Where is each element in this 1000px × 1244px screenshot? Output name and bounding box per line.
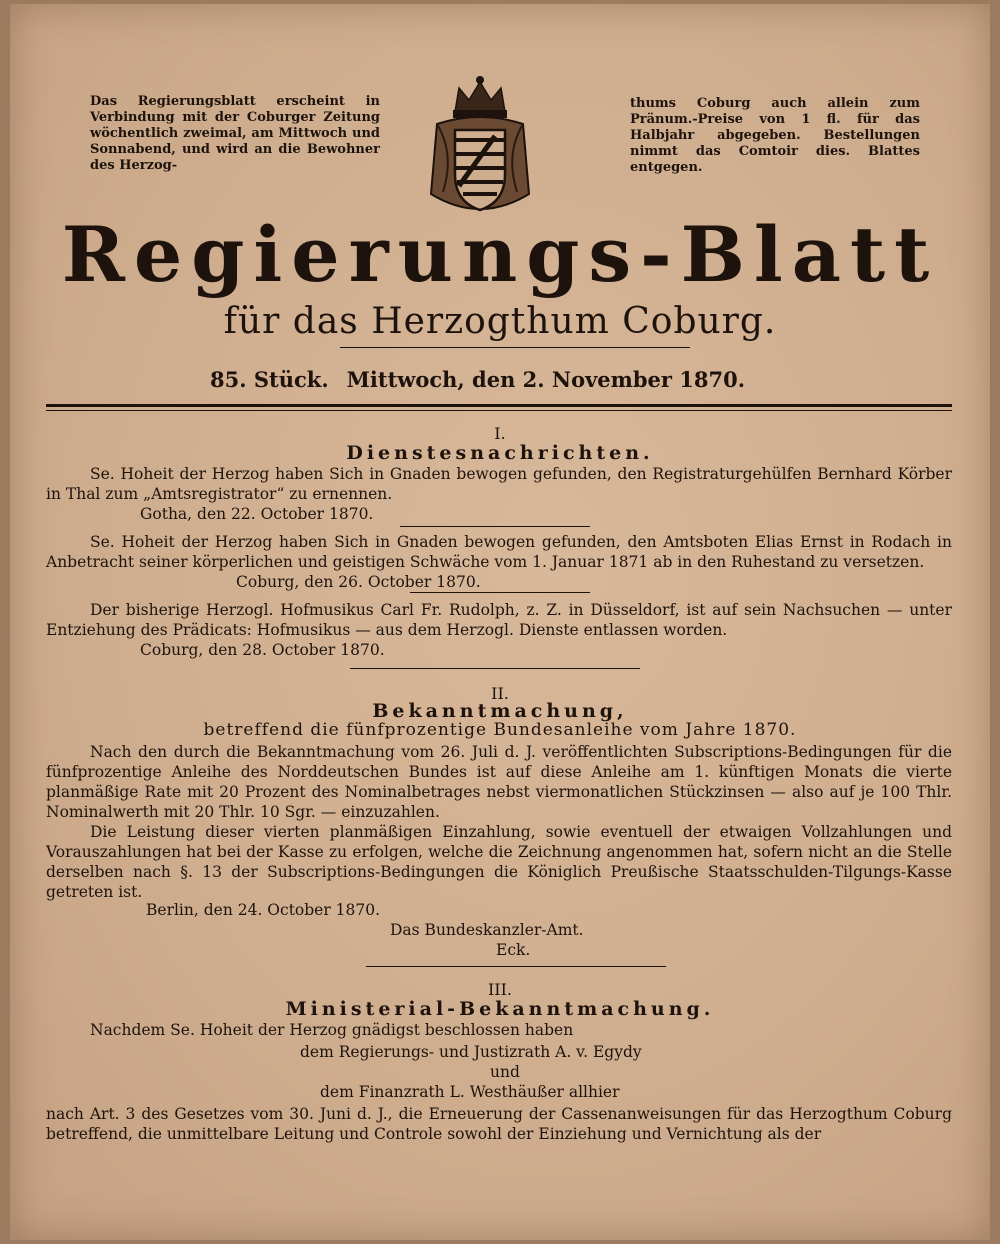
section-2-numeral: II.	[491, 684, 509, 703]
subscription-notice-right: thums Coburg auch allein zum Pränum.-Preise von 1 fl. für das Halbjahr abgegeben. Bestellungen nimmt das Comtoir dies. Blattes entgegen.	[630, 96, 920, 175]
section-2-end-rule	[366, 966, 666, 967]
section-1-signature-3: Coburg, den 28. October 1870.	[140, 641, 385, 659]
section-2-paragraph-2: Die Leistung dieser vierten planmäßigen Einzahlung, sowie eventuell der etwaigen Vollzahlungen und Vorauszahlungen hat bei der Kasse zu erfolgen, welche die Zeichnung angenommen hat, sofern nicht an die Stelle derselben nach §. 13 der Subscriptions-Bedingungen die Königlich Preußische Staatsschulden-Tilgungs-Kasse getreten ist.	[46, 823, 952, 901]
section-3-paragraph-end: nach Art. 3 des Gesetzes vom 30. Juni d. J., die Erneuerung der Cassenanweisungen für das Herzogthum Coburg betreffend, die unmittelbare Leitung und Controle sowohl der Einziehung und Vernichtung als der	[46, 1105, 952, 1143]
newspaper-page	[10, 4, 990, 1240]
subtitle-rule	[340, 347, 690, 348]
issue-date: Mittwoch, den 2. November 1870.	[346, 367, 746, 392]
section-2-signature-place: Berlin, den 24. October 1870.	[146, 901, 381, 919]
section-1-paragraph-1: Se. Hoheit der Herzog haben Sich in Gnaden bewogen gefunden, den Registraturgehülfen Bernhard Körber in Thal zum „Amtsregistrator“ zu ernennen.	[46, 465, 952, 503]
section-1-numeral: I.	[494, 424, 506, 443]
section-1-heading: Dienstesnachrichten.	[346, 442, 654, 464]
subscription-notice-left: Das Regierungsblatt erscheint in Verbindung mit der Coburger Zeitung wöchentlich zweimal, am Mittwoch und Sonnabend, und wird an die Bewohner des Herzog-	[90, 94, 380, 173]
section-1-paragraph-2: Se. Hoheit der Herzog haben Sich in Gnaden bewogen gefunden, den Amtsboten Elias Ernst in Rodach in Anbetracht seiner körperlichen und geistigen Schwäche vom 1. Januar 1871 ab in den Ruhestand zu versetzen.	[46, 533, 952, 571]
section-1-paragraph-3: Der bisherige Herzogl. Hofmusikus Carl Fr. Rudolph, z. Z. in Düsseldorf, ist auf sein Nachsuchen — unter Entziehung des Prädicats: Hofmusikus — aus dem Herzogl. Dienste entlassen worden.	[46, 601, 952, 639]
issue-number: 85. Stück.	[210, 367, 329, 392]
section-3-numeral: III.	[487, 980, 513, 999]
section-3-line-4: dem Finanzrath L. Westhäußer allhier	[320, 1083, 620, 1101]
masthead-title: Regierungs-Blatt	[61, 210, 939, 299]
section-3-line-3: und	[490, 1063, 520, 1081]
section-1-signature-1: Gotha, den 22. October 1870.	[140, 505, 374, 523]
issue-line	[210, 366, 770, 394]
section-2-signature-name: Eck.	[496, 941, 531, 959]
section-1-rule-1	[400, 526, 590, 527]
header-thin-rule	[46, 410, 952, 411]
header-thick-rule	[46, 404, 952, 407]
ducal-coat-of-arms-icon	[425, 74, 535, 224]
section-3-line-2: dem Regierungs- und Justizrath A. v. Egydy	[300, 1043, 642, 1061]
section-3-heading: Ministerial-Bekanntmachung.	[285, 998, 715, 1020]
section-2-subheading: betreffend die fünfprozentige Bundesanleihe vom Jahre 1870.	[203, 720, 797, 740]
section-2-heading: Bekanntmachung,	[372, 700, 628, 722]
section-1-signature-2: Coburg, den 26. October 1870.	[236, 573, 481, 591]
section-2-signature-office: Das Bundeskanzler-Amt.	[390, 921, 584, 939]
masthead-subtitle: für das Herzogthum Coburg.	[223, 301, 777, 342]
section-3-line-1: Nachdem Se. Hoheit der Herzog gnädigst beschlossen haben	[90, 1021, 574, 1039]
section-1-rule-2	[410, 592, 590, 593]
section-1-end-rule	[350, 668, 640, 669]
section-2-paragraph-1: Nach den durch die Bekanntmachung vom 26. Juli d. J. veröffentlichten Subscriptions-Bedingungen für die fünfprozentige Anleihe des Norddeutschen Bundes ist auf diese Anleihe am 1. künftigen Monats die vierte planmäßige Rate mit 20 Prozent des Nominalbetrages nebst viermonatlichen Stückzinsen — also auf je 100 Thlr. Nominalwerth mit 20 Thlr. 10 Sgr. — einzuzahlen.	[46, 743, 952, 821]
